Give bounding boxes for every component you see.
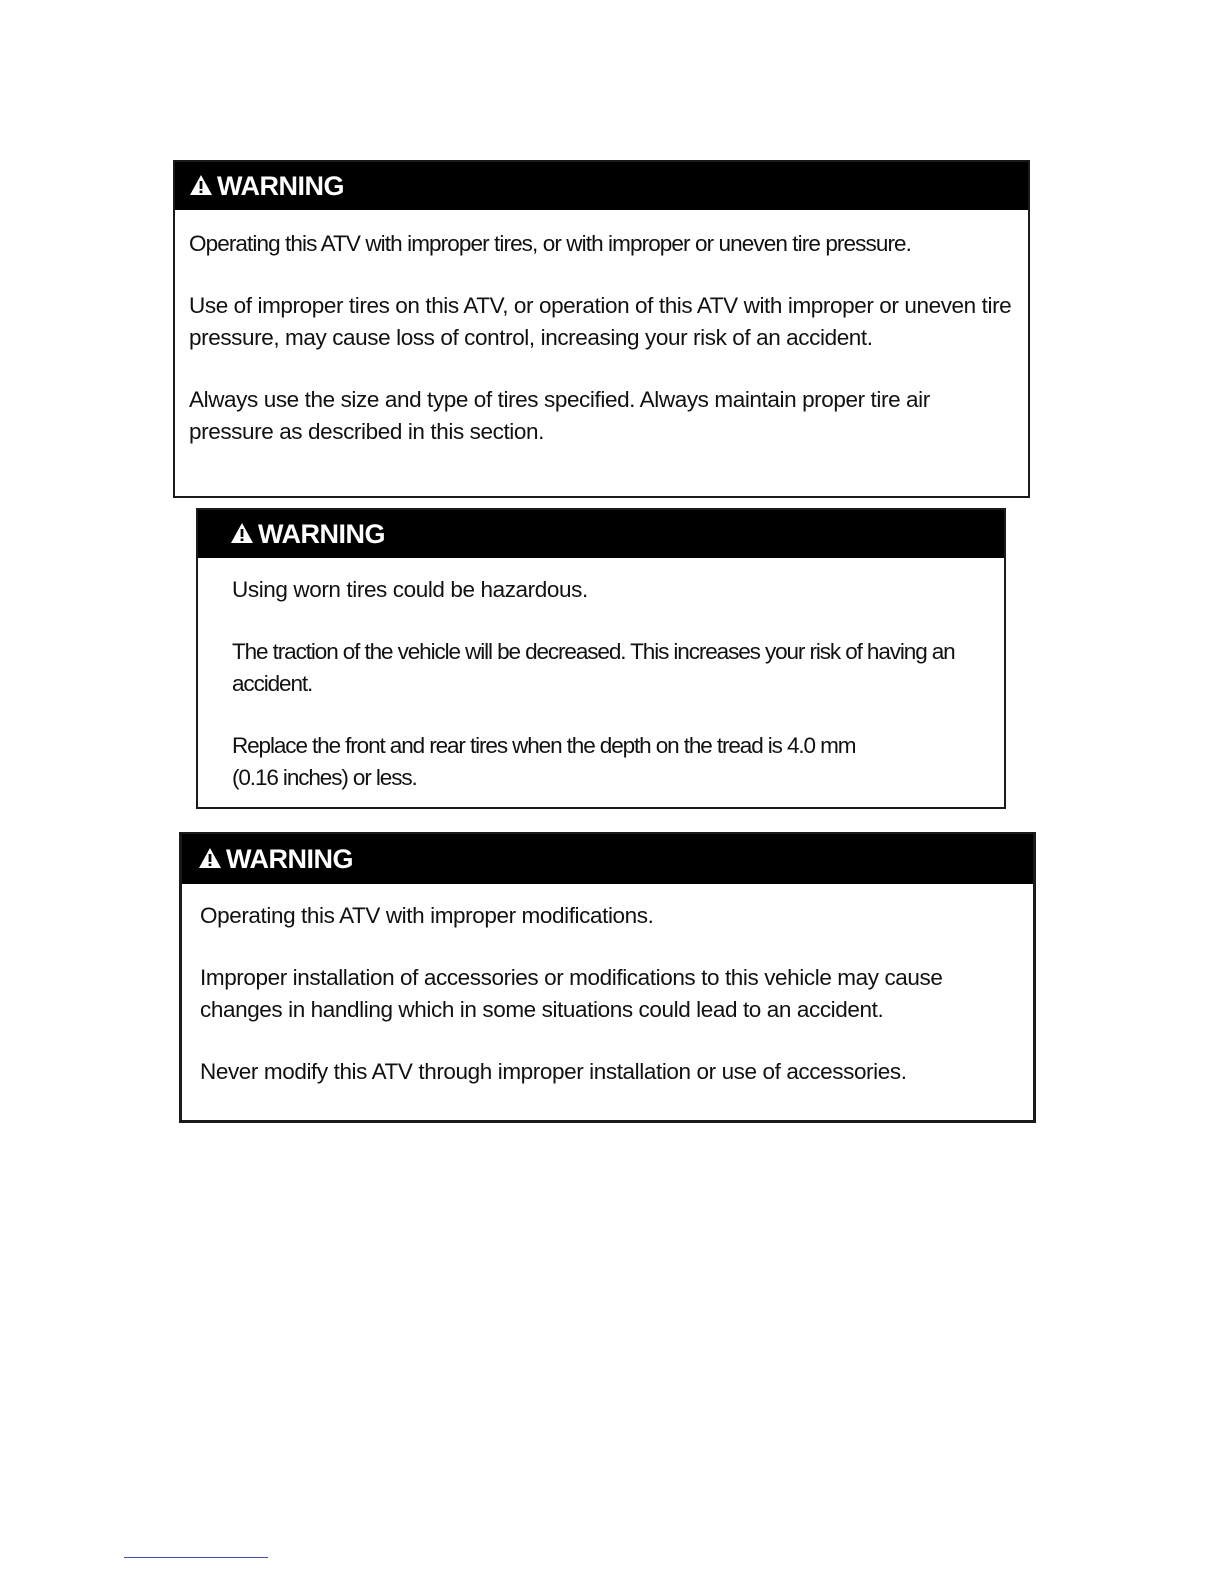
warning-heading: WARNING xyxy=(217,170,344,201)
warning-consequence: Use of improper tires on this ATV, or operation of this ATV with improper or uneven tire pressure, may cause loss of control, increasing your risk of an accident. xyxy=(189,293,1012,350)
warning-instruction: Always use the size and type of tires specified. Always maintain proper tire air pressure as described in this section. xyxy=(189,387,930,444)
warning-header xyxy=(198,510,1004,558)
warning-heading: WARNING xyxy=(258,518,385,549)
warning-hazard-statement: Operating this ATV with improper modifications. xyxy=(200,903,654,928)
warning-triangle-icon xyxy=(189,174,213,196)
warning-triangle-icon xyxy=(198,847,222,869)
warning-triangle-icon xyxy=(230,522,254,544)
warning-consequence: The traction of the vehicle will be decreased. This increases your risk of having an accident. xyxy=(232,639,955,696)
warning-body xyxy=(198,558,1004,794)
warning-heading: WARNING xyxy=(226,843,353,874)
warning-body xyxy=(182,884,1033,1088)
warning-consequence: Improper installation of accessories or modifications to this vehicle may cause changes in handling which in some situations could lead to an accident. xyxy=(200,965,943,1022)
warning-header xyxy=(175,162,1028,210)
warning-hazard-statement: Operating this ATV with improper tires, or with improper or uneven tire pressure. xyxy=(189,231,912,256)
warning-box-tires xyxy=(173,160,1030,498)
warning-instruction: Replace the front and rear tires when the depth on the tread is 4.0 mm (0.16 inches) or less. xyxy=(232,733,856,790)
warning-box-modifications xyxy=(179,832,1036,1123)
footnote-divider xyxy=(124,1557,268,1558)
warning-hazard-statement: Using worn tires could be hazardous. xyxy=(232,577,588,602)
warning-instruction: Never modify this ATV through improper installation or use of accessories. xyxy=(200,1059,907,1084)
warning-body xyxy=(175,210,1028,448)
warning-header xyxy=(182,834,1033,884)
warning-box-worn-tires xyxy=(196,508,1006,809)
